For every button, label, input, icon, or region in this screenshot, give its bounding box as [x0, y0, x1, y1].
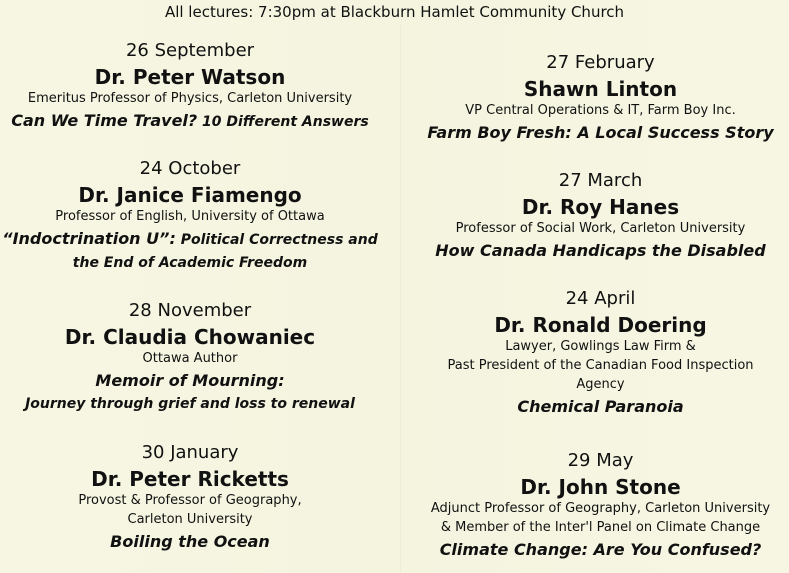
lecture-title: Climate Change: Are You Confused?	[439, 540, 762, 559]
lecture-title-main: “Indoctrination U”:	[2, 229, 176, 248]
lecture-item	[412, 288, 789, 418]
speaker-affiliation: Professor of English, University of Ottawa	[55, 209, 325, 224]
lecture-speaker: Dr. Roy Hanes	[521, 195, 680, 219]
lecture-speaker: Dr. Peter Watson	[94, 65, 286, 89]
lecture-item	[0, 40, 380, 133]
lecture-speaker: Dr. Claudia Chowaniec	[64, 325, 316, 349]
column-divider	[400, 24, 401, 573]
speaker-affiliation: Agency	[576, 377, 625, 392]
lecture-title: Chemical Paranoia	[517, 397, 684, 416]
speaker-affiliation: Adjunct Professor of Geography, Carleton University	[430, 501, 771, 516]
lecture-title	[0, 110, 380, 133]
speaker-affiliation: Ottawa Author	[142, 351, 238, 366]
lecture-title-line2: Journey through grief and loss to renewal	[25, 396, 355, 412]
lecture-title: How Canada Handicaps the Disabled	[435, 241, 766, 260]
lecture-date: 28 November	[128, 300, 252, 321]
lecture-speaker: Shawn Linton	[523, 77, 678, 101]
lecture-date: 30 January	[141, 442, 239, 463]
lecture-date: 27 February	[546, 52, 655, 73]
lecture-speaker: Dr. Ronald Doering	[494, 313, 707, 337]
speaker-affiliation: VP Central Operations & IT, Farm Boy Inc.	[465, 103, 736, 118]
speaker-affiliation: Carleton University	[127, 512, 253, 527]
lecture-item	[0, 158, 380, 273]
speaker-affiliation: Lawyer, Gowlings Law Firm &	[505, 339, 696, 354]
lecture-title: Memoir of Mourning:	[95, 371, 285, 390]
speaker-affiliation: Emeritus Professor of Physics, Carleton University	[27, 91, 353, 106]
lecture-title-line2: the End of Academic Freedom	[72, 255, 308, 271]
speaker-affiliation: & Member of the Inter'l Panel on Climate Change	[440, 520, 761, 535]
lecture-date: 24 October	[139, 158, 241, 179]
lecture-item	[412, 170, 789, 262]
lecture-speaker: Dr. John Stone	[520, 475, 681, 499]
lecture-title-sub: Political Correctness and	[175, 232, 378, 248]
lecture-date: 24 April	[565, 288, 636, 309]
lecture-item	[412, 450, 789, 561]
lecture-title: Farm Boy Fresh: A Local Success Story	[427, 123, 774, 142]
lecture-item	[0, 300, 380, 414]
schedule-header: All lectures: 7:30pm at Blackburn Hamlet Community Church	[164, 3, 625, 21]
lecture-item	[412, 52, 789, 144]
speaker-affiliation: Provost & Professor of Geography,	[78, 493, 302, 508]
speaker-affiliation: Professor of Social Work, Carleton University	[455, 221, 746, 236]
lecture-title: Boiling the Ocean	[110, 532, 270, 551]
lecture-date: 29 May	[567, 450, 634, 471]
lecture-title-main: Can We Time Travel?	[11, 111, 198, 130]
lecture-speaker: Dr. Peter Ricketts	[91, 467, 289, 491]
lecture-item	[0, 442, 380, 553]
lecture-title	[0, 228, 380, 251]
speaker-affiliation: Past President of the Canadian Food Inspection	[447, 358, 754, 373]
lecture-date: 26 September	[125, 40, 255, 61]
lecture-title-sub: 10 Different Answers	[197, 114, 369, 130]
lecture-speaker: Dr. Janice Fiamengo	[78, 183, 302, 207]
lecture-date: 27 March	[558, 170, 643, 191]
